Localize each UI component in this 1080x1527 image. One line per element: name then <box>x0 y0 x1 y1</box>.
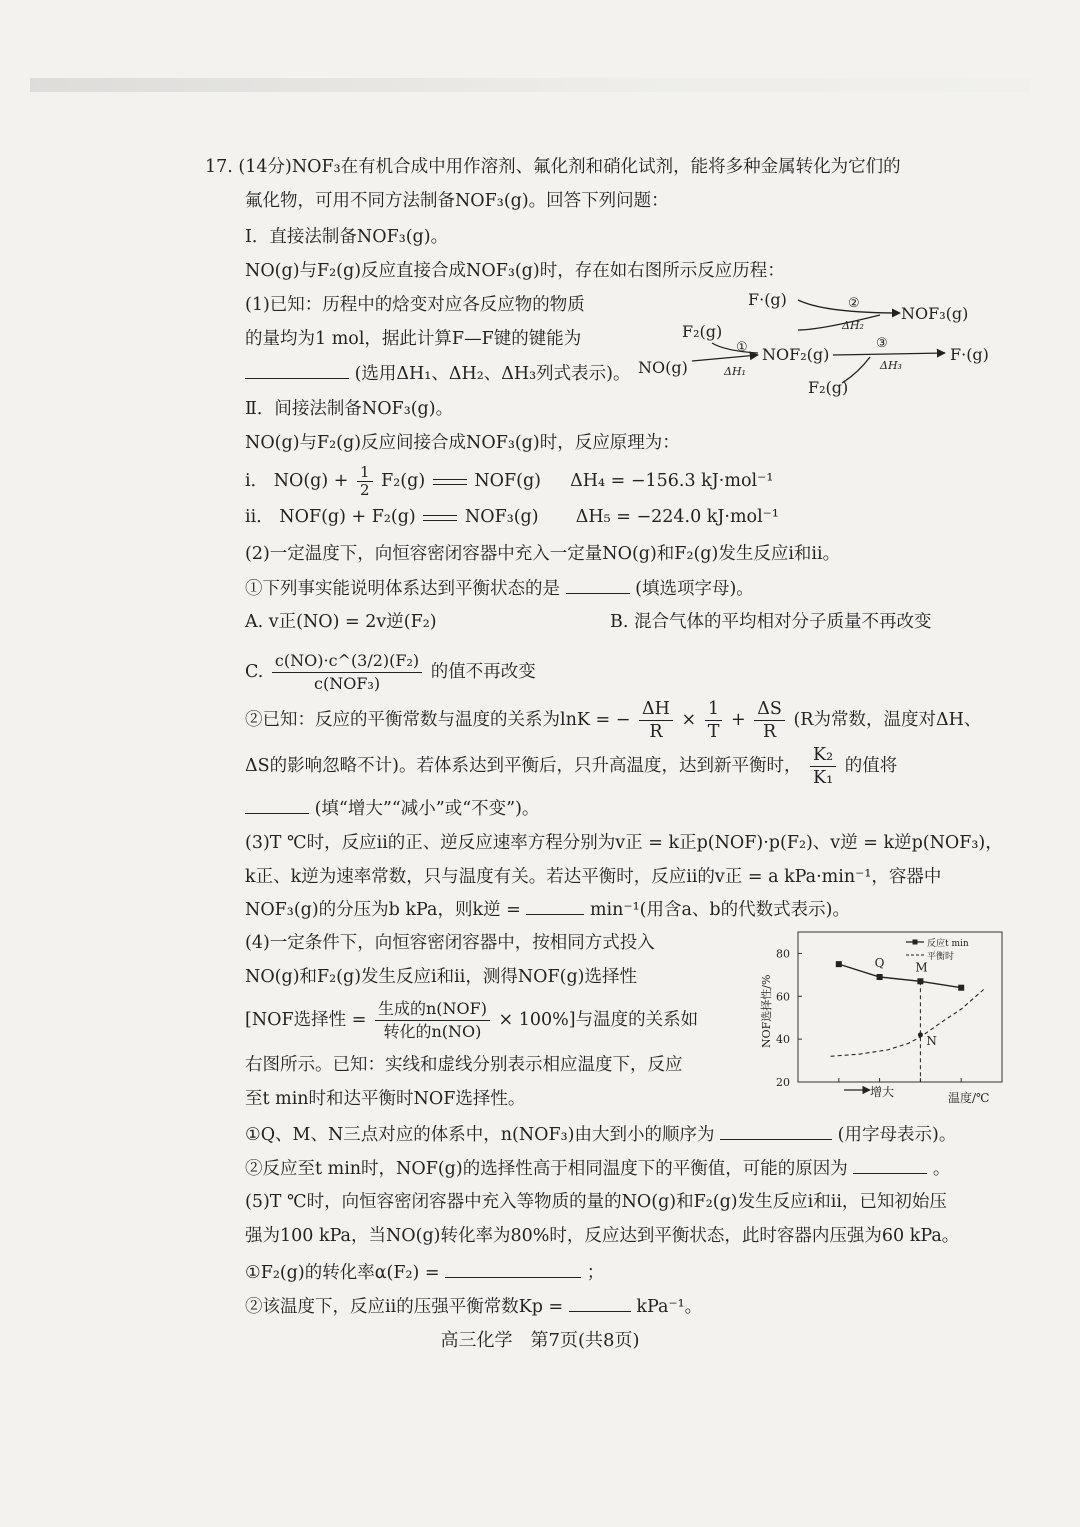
answer-blank[interactable] <box>569 1293 631 1312</box>
f2-top-label: F₂(g) <box>682 322 723 341</box>
svg-text:①: ① <box>736 340 748 355</box>
q5-line1: (5)T ℃时，向恒容密闭容器中充入等物质的量的NO(g)和F₂(g)发生反应ⅰ和ⅱ，已知初始压 <box>245 1192 947 1212</box>
reaction-ii: ⅱ． NOF(g) + F₂(g) NOF₃(g) ΔH₅ = −224.0 kJ·mol⁻¹ <box>245 507 779 527</box>
q2-sub2-line1: ②已知：反应的平衡常数与温度的关系为lnK = − $\frac{\Delta H}{R}$ × $\frac{1}{T}$ + $\frac{\Delta S}{R}$ (R为常数，温度对ΔH、 <box>245 699 982 742</box>
question-intro-line2: 氟化物，可用不同方法制备NOF₃(g)。回答下列问题： <box>245 191 669 211</box>
q4-line2: NO(g)和F₂(g)发生反应ⅰ和ⅱ，测得NOF(g)选择性 <box>245 967 637 987</box>
x-axis-label: 温度/℃ <box>948 1091 990 1105</box>
point-label-m: M <box>915 960 928 975</box>
y-tick-label: 80 <box>776 947 790 961</box>
scan-shadow <box>30 78 1030 92</box>
answer-blank[interactable] <box>245 795 309 814</box>
legend-marker <box>913 940 918 945</box>
answer-blank[interactable] <box>566 575 630 594</box>
q2-option-b: B. 混合气体的平均相对分子质量不再改变 <box>610 612 932 632</box>
q1-line1: (1)已知：历程中的焓变对应各反应物的物质 <box>245 295 585 315</box>
tmin-data-point <box>958 985 964 991</box>
q5-sub1: ①F₂(g)的转化率α(F₂) = ； <box>245 1259 604 1286</box>
answer-blank[interactable] <box>526 896 584 915</box>
q4-line3: [NOF选择性 = $\frac{\text{生成的n(NOF)}}{\text{转化的n(NO)}}$ × 100%]与温度的关系如 <box>245 999 699 1041</box>
answer-blank[interactable] <box>245 360 349 379</box>
q5-line2: 强为100 kPa，当NO(g)转化率为80%时，反应达到平衡状态，此时容器内压强为60 kPa。 <box>245 1226 960 1246</box>
q1-line3: (选用ΔH₁、ΔH₂、ΔH₃列式表示)。 <box>245 360 630 387</box>
y-tick-label: 40 <box>776 1033 790 1047</box>
q3-line1: (3)T ℃时，反应ⅱ的正、逆反应速率方程分别为v正 = k正p(NOF)·p(F₂)、v逆 = k逆p(NOF₃)， <box>245 833 1003 853</box>
legend-solid-label: 反应t min <box>927 939 969 949</box>
q4-sub1: ①Q、M、N三点对应的体系中，n(NOF₃)由大到小的顺序为 (用字母表示)。 <box>245 1121 956 1148</box>
answer-blank[interactable] <box>720 1121 832 1140</box>
question-intro-line1: 17. (14分)NOF₃在有机合成中用作溶剂、氟化剂和硝化试剂，能将多种金属转化为它们的 <box>205 157 901 177</box>
f-radical-out-label: F·(g) <box>950 345 989 364</box>
question-number: 17. <box>205 157 233 177</box>
q2-option-c: C. $\frac{\text{c(NO)·c\textasciicircum{}(3/2)(F₂)}}{\text{c(NOF₃)}}$ 的值不再改变 <box>245 651 536 693</box>
svg-text:ΔH₂: ΔH₂ <box>842 319 864 332</box>
f-radical-label: F·(g) <box>748 290 787 309</box>
y-axis-label: NOF选择性/% <box>760 974 773 1048</box>
nof2-label: NOF₂(g) <box>762 345 830 364</box>
q5-sub2: ②该温度下，反应ⅱ的压强平衡常数Kp = kPa⁻¹。 <box>245 1293 702 1320</box>
svg-text:②: ② <box>848 296 860 311</box>
equilibrium-arrow <box>423 512 457 524</box>
part1-title: Ⅰ．直接法制备NOF₃(g)。 <box>245 227 449 247</box>
q2-sub2-line2: ΔS的影响忽略不计)。若体系达到平衡后，只升高温度，达到新平衡时， $\frac{\text{K₂}}{\text{K₁}}$ 的值将 <box>245 745 898 788</box>
point-label-q: Q <box>874 956 885 970</box>
equilibrium-arrow <box>433 476 467 488</box>
answer-blank[interactable] <box>853 1155 927 1174</box>
svg-text:ΔH₃: ΔH₃ <box>880 359 902 372</box>
q4-sub2: ②反应至t min时，NOF(g)的选择性高于相同温度下的平衡值，可能的原因为 。 <box>245 1155 950 1182</box>
y-tick-label: 60 <box>776 990 790 1004</box>
y-tick-label: 20 <box>776 1076 790 1089</box>
equilibrium-series-line <box>831 988 986 1057</box>
f2-join-curve <box>712 343 758 353</box>
nof-selectivity-chart <box>750 928 1010 1108</box>
f2-bottom-label: F₂(g) <box>808 378 849 397</box>
q2-sub2-line3: (填“增大”“减小”或“不变”)。 <box>245 795 539 822</box>
svg-text:ΔH₁: ΔH₁ <box>724 365 746 378</box>
reaction-pathway-diagram <box>630 285 1010 400</box>
chart-frame <box>798 932 1002 1082</box>
point-label-n: N <box>926 1033 937 1048</box>
tmin-data-point <box>836 961 842 967</box>
q2-stem: (2)一定温度下，向恒容密闭容器中充入一定量NO(g)和F₂(g)发生反应ⅰ和ⅱ。 <box>245 544 841 564</box>
tmin-series-line <box>839 964 961 988</box>
curve-to-nof3 <box>798 315 880 330</box>
q3-line3: NOF₃(g)的分压为b kPa，则k逆 = min⁻¹(用含a、b的代数式表示)。 <box>245 896 850 923</box>
legend-dashed-label: 平衡时 <box>927 952 955 962</box>
part2-desc: NO(g)与F₂(g)反应间接合成NOF₃(g)时，反应原理为： <box>245 433 680 453</box>
q2-sub1: ①下列事实能说明体系达到平衡状态的是 (填选项字母)。 <box>245 575 754 602</box>
q2-option-a: A. v正(NO) = 2v逆(F₂) <box>245 612 437 632</box>
chart-legend <box>906 937 969 962</box>
q4-line5: 至t min时和达平衡时NOF选择性。 <box>245 1089 526 1109</box>
part2-title: Ⅱ．间接法制备NOF₃(g)。 <box>245 399 454 419</box>
x-arrow-label: 增大 <box>870 1085 895 1099</box>
nof3-label: NOF₃(g) <box>901 304 969 323</box>
q1-line2: 的量均为1 mol，据此计算F—F键的键能为 <box>245 329 582 349</box>
step3-arrow <box>833 353 945 355</box>
q3-line2: k正、k逆为速率常数，只与温度有关。若达平衡时，反应ⅱ的v正 = a kPa·min⁻¹，容器中 <box>245 867 942 887</box>
q4-line4: 右图所示。已知：实线和虚线分别表示相应温度下，反应 <box>245 1055 683 1075</box>
q4-line1: (4)一定条件下，向恒容密闭容器中，按相同方式投入 <box>245 933 655 953</box>
tmin-data-point <box>877 974 883 980</box>
answer-blank[interactable] <box>445 1259 581 1278</box>
n-point <box>918 1032 923 1037</box>
svg-text:③: ③ <box>876 336 888 351</box>
reaction-i: ⅰ． NO(g) + $\frac{1}{2}$ F₂(g) NOF(g) ΔH₄ = −156.3 kJ·mol⁻¹ <box>245 463 774 499</box>
page-footer: 高三化学 第7页(共8页) <box>440 1330 640 1351</box>
step1-arrow <box>692 355 758 361</box>
no-label: NO(g) <box>638 358 688 377</box>
part1-desc: NO(g)与F₂(g)反应直接合成NOF₃(g)时，存在如右图所示反应历程： <box>245 261 785 281</box>
